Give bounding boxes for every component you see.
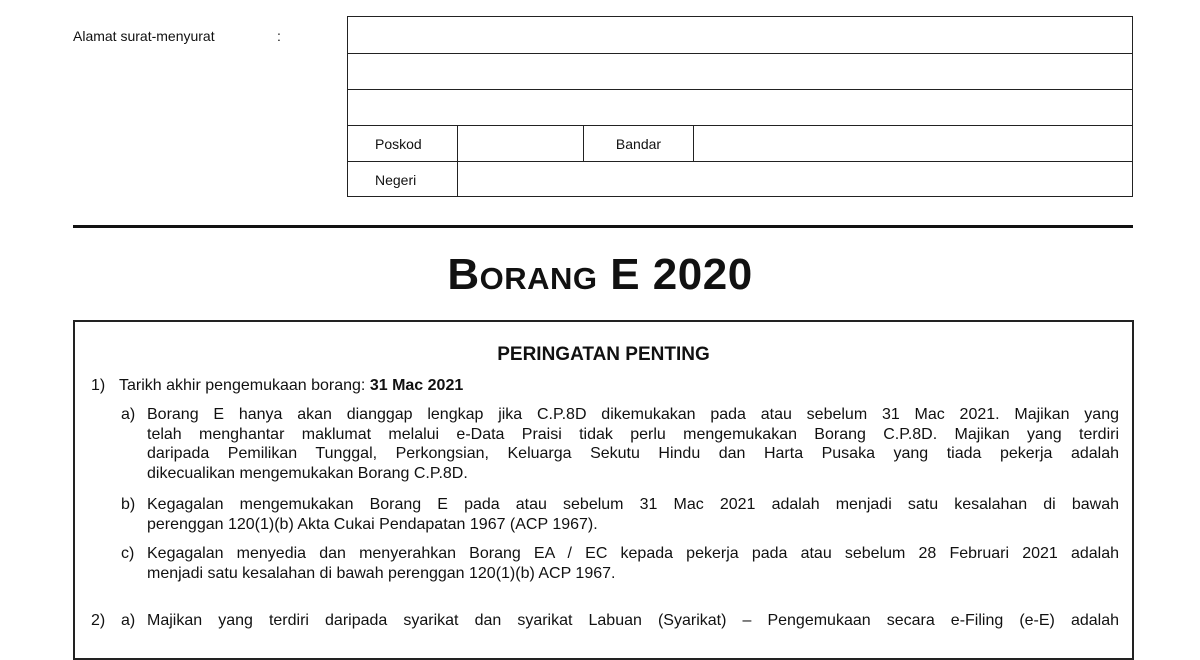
sub-item-text: dikecualikan mengemukakan Borang C.P.8D.	[147, 464, 468, 482]
page-title: Borang E 2020	[447, 250, 753, 299]
sub-item-text: Borang E hanya akan dianggap lengkap jika C.P.8D dikemukakan pada atau sebelum 31 Mac 2021. Majikan yang	[147, 406, 1119, 423]
notice-heading: PERINGATAN PENTING	[497, 344, 710, 365]
item-text: Majikan yang terdiri daripada syarikat dan syarikat Labuan (Syarikat) – Pengemukaan secara e-Filing (e-E) adalah	[147, 612, 1119, 629]
address-colon: :	[277, 28, 281, 44]
sub-item-text: Kegagalan mengemukakan Borang E pada atau sebelum 31 Mac 2021 adalah menjadi satu kesalahan di bawah	[147, 496, 1119, 513]
address-line-1[interactable]	[348, 17, 1132, 54]
deadline-label: Tarikh akhir pengemukaan borang:	[119, 377, 370, 394]
divider	[73, 225, 1133, 228]
sub-letter: a)	[121, 612, 136, 629]
sub-item-text: menjadi satu kesalahan di bawah perenggan 120(1)(b) ACP 1967.	[147, 564, 616, 582]
poskod-field[interactable]	[458, 126, 584, 161]
poskod-label: Poskod	[348, 126, 458, 161]
bandar-field[interactable]	[694, 126, 1134, 161]
notice-box	[73, 320, 1134, 660]
sub-letter: b)	[121, 496, 136, 513]
address-table	[347, 16, 1133, 197]
item-number: 2)	[91, 612, 106, 629]
negeri-field[interactable]	[458, 162, 1134, 197]
sub-item-text: Kegagalan menyedia dan menyerahkan Borang EA / EC kepada pekerja pada atau sebelum 28 Februari 2021 adalah	[147, 545, 1119, 562]
bandar-label: Bandar	[584, 126, 694, 161]
sub-letter: a)	[121, 406, 136, 423]
sub-item-text: daripada Pemilikan Tunggal, Perkongsian, Keluarga Sekutu Hindu dan Harta Pusaka yang tiada pekerja adalah	[147, 445, 1119, 462]
address-line-3[interactable]	[348, 90, 1132, 126]
sub-letter: c)	[121, 545, 135, 562]
deadline-date: 31 Mac 2021	[369, 377, 464, 394]
sub-item-text: telah menghantar maklumat melalui e-Data Praisi tidak perlu mengemukakan Borang C.P.8D. Majikan yang terdiri	[147, 425, 1119, 443]
address-line-2[interactable]	[348, 54, 1132, 90]
address-label: Alamat surat-menyurat	[73, 28, 215, 44]
sub-item-text: perenggan 120(1)(b) Akta Cukai Pendapatan 1967 (ACP 1967).	[147, 515, 598, 533]
item-text	[119, 377, 463, 395]
item-number: 1)	[91, 377, 106, 394]
negeri-label: Negeri	[348, 162, 458, 197]
